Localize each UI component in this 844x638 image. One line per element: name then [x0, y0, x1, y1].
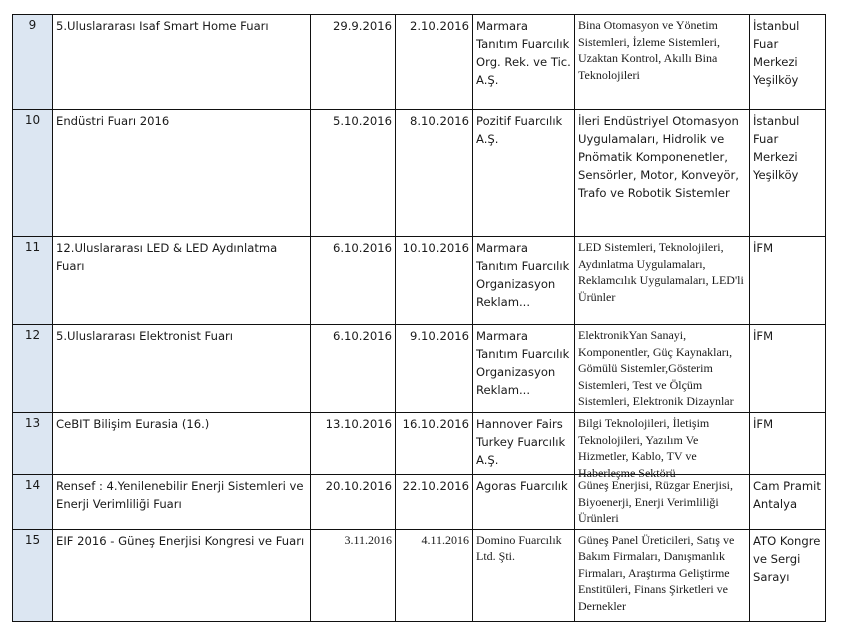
topics-text: Bilgi Teknolojileri, İletişim Teknolojileri, Yazılım Ve Hizmetler, Kablo, TV ve Haberleşme Sektörü	[578, 416, 710, 480]
table-row	[13, 413, 826, 475]
organizer: Agoras Fuarcılık	[473, 475, 575, 530]
venue: İFM	[750, 413, 826, 475]
end-date: 9.10.2016	[396, 325, 473, 413]
venue: Cam Pramit Antalya	[750, 475, 826, 530]
table-row	[13, 110, 826, 237]
start-date: 29.9.2016	[311, 15, 396, 110]
table-row	[13, 237, 826, 325]
row-number: 10	[13, 110, 53, 237]
start-date: 6.10.2016	[311, 237, 396, 325]
end-date: 10.10.2016	[396, 237, 473, 325]
start-date: 13.10.2016	[311, 413, 396, 475]
end-date: 8.10.2016	[396, 110, 473, 237]
topics: Güneş Panel Üreticileri, Satış ve Bakım Firmaları, Danışmanlık Firmaları, Araştırma Geliştirme Enstitüleri, Finans Şirketleri ve Dernekler	[575, 529, 750, 621]
table-row	[13, 529, 826, 621]
venue: İFM	[750, 237, 826, 325]
venue: ATO Kongre ve Sergi Sarayı	[750, 529, 826, 621]
fair-name: EIF 2016 - Güneş Enerjisi Kongresi ve Fuarı	[53, 529, 311, 621]
fair-name: Rensef : 4.Yenilenebilir Enerji Sistemleri ve Enerji Verimliliği Fuarı	[53, 475, 311, 530]
topics: Bina Otomasyon ve Yönetim Sistemleri, İzleme Sistemleri, Uzaktan Kontrol, Akıllı Bina Teknolojileri	[575, 15, 750, 110]
end-date: 22.10.2016	[396, 475, 473, 530]
row-number: 11	[13, 237, 53, 325]
end-date: 4.11.2016	[396, 529, 473, 621]
table-row	[13, 475, 826, 530]
end-date: 2.10.2016	[396, 15, 473, 110]
start-date: 6.10.2016	[311, 325, 396, 413]
fair-table	[12, 14, 826, 622]
start-date: 3.11.2016	[311, 529, 396, 621]
topics: Güneş Enerjisi, Rüzgar Enerjisi, Biyoenerji, Enerji Verimliliği Ürünleri	[575, 475, 750, 530]
organizer: Domino Fuarcılık Ltd. Şti.	[473, 529, 575, 621]
fair-name: 5.Uluslararası Isaf Smart Home Fuarı	[53, 15, 311, 110]
table-row	[13, 15, 826, 110]
row-number: 13	[13, 413, 53, 475]
topics: İleri Endüstriyel Otomasyon Uygulamaları, Hidrolik ve Pnömatik Komponenetler, Sensörler, Motor, Konveyör, Trafo ve Robotik Sistemler	[575, 110, 750, 237]
end-date: 16.10.2016	[396, 413, 473, 475]
row-number: 9	[13, 15, 53, 110]
organizer: Marmara Tanıtım Fuarcılık Org. Rek. ve Tic. A.Ş.	[473, 15, 575, 110]
organizer: Marmara Tanıtım Fuarcılık Organizasyon Reklam...	[473, 237, 575, 325]
topics: ElektronikYan Sanayi, Komponentler, Güç Kaynakları, Gömülü Sistemler,Gösterim Sistemleri, Test ve Ölçüm Sistemleri, Elektronik Dizaynlar	[575, 325, 750, 413]
row-number: 12	[13, 325, 53, 413]
table-row	[13, 325, 826, 413]
venue: İstanbul Fuar Merkezi Yeşilköy	[750, 15, 826, 110]
venue: İFM	[750, 325, 826, 413]
topics	[575, 413, 750, 480]
row-number: 14	[13, 475, 53, 530]
organizer: Hannover Fairs Turkey Fuarcılık A.Ş.	[473, 413, 575, 475]
row-number: 15	[13, 529, 53, 621]
venue: İstanbul Fuar Merkezi Yeşilköy	[750, 110, 826, 237]
organizer: Pozitif Fuarcılık A.Ş.	[473, 110, 575, 237]
topics: LED Sistemleri, Teknolojileri, Aydınlatma Uygulamaları, Reklamcılık Uygulamaları, LED'li Ürünler	[575, 237, 750, 325]
fair-name: 5.Uluslararası Elektronist Fuarı	[53, 325, 311, 413]
fair-name: 12.Uluslararası LED & LED Aydınlatma Fuarı	[53, 237, 311, 325]
fair-name: CeBIT Bilişim Eurasia (16.)	[53, 413, 311, 475]
organizer: Marmara Tanıtım Fuarcılık Organizasyon Reklam...	[473, 325, 575, 413]
start-date: 5.10.2016	[311, 110, 396, 237]
fair-name: Endüstri Fuarı 2016	[53, 110, 311, 237]
start-date: 20.10.2016	[311, 475, 396, 530]
